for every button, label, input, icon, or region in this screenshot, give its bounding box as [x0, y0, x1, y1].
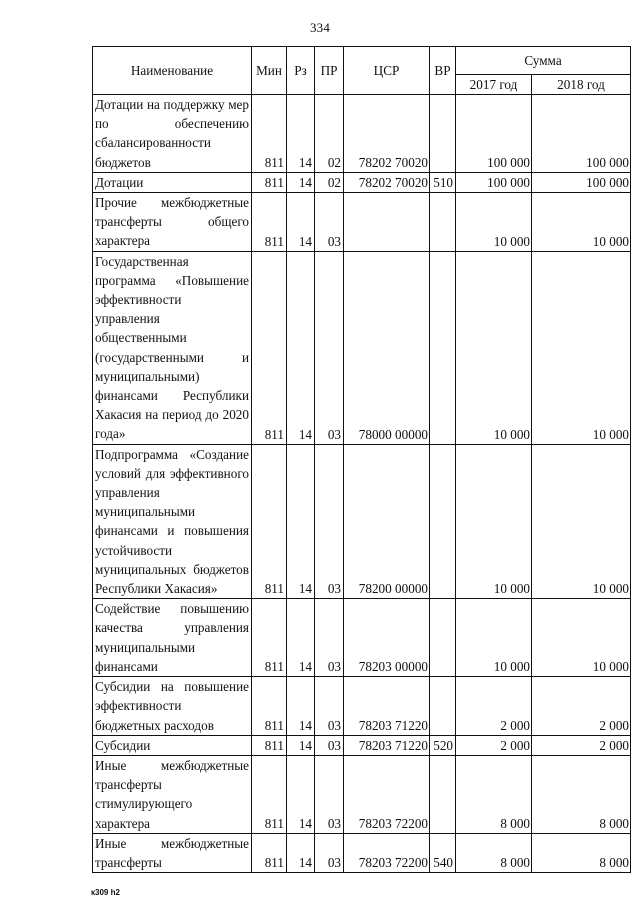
row-min: 811	[252, 677, 287, 736]
budget-table	[92, 46, 631, 873]
row-sum-2018: 100 000	[532, 95, 631, 173]
row-min: 811	[252, 251, 287, 444]
row-csr: 78203 72200	[344, 833, 430, 872]
row-rz: 14	[287, 193, 315, 252]
row-vr: 510	[430, 172, 456, 192]
table-row	[93, 251, 631, 444]
row-sum-2018: 10 000	[532, 599, 631, 677]
row-csr: 78203 71220	[344, 677, 430, 736]
row-vr	[430, 251, 456, 444]
row-name: Дотации	[93, 172, 252, 192]
table-row	[93, 677, 631, 736]
row-vr	[430, 95, 456, 173]
row-name: Дотации на поддержку мер по обеспечению сбалансированности бюджетов	[93, 95, 252, 173]
table-row	[93, 755, 631, 833]
row-csr: 78202 70020	[344, 172, 430, 192]
row-pr: 03	[315, 251, 344, 444]
table-row	[93, 444, 631, 599]
page-number: 334	[309, 20, 331, 35]
table-row	[93, 735, 631, 755]
header-year-2018: 2018 год	[532, 75, 631, 95]
header-pr: ПР	[315, 47, 344, 95]
row-sum-2018: 2 000	[532, 677, 631, 736]
row-rz: 14	[287, 95, 315, 173]
row-min: 811	[252, 172, 287, 192]
row-rz: 14	[287, 755, 315, 833]
row-rz: 14	[287, 599, 315, 677]
row-vr	[430, 755, 456, 833]
row-min: 811	[252, 735, 287, 755]
table-header	[93, 47, 631, 95]
row-vr	[430, 193, 456, 252]
row-vr: 540	[430, 833, 456, 872]
row-name: Подпрограмма «Создание условий для эффективного управления муниципальными финансами и повышения устойчивости муниципальных бюджетов Республики Хакасия»	[93, 444, 252, 599]
row-vr	[430, 444, 456, 599]
row-sum-2017: 10 000	[456, 251, 532, 444]
row-pr: 03	[315, 599, 344, 677]
row-sum-2018: 10 000	[532, 444, 631, 599]
header-sum: Сумма	[456, 47, 631, 75]
header-vr: ВР	[430, 47, 456, 95]
row-name: Иные межбюджетные трансферты	[93, 833, 252, 872]
row-name: Государственная программа «Повышение эффективности управления общественными (государственными и муниципальными) финансами Республики Хакасия на период до 2020 года»	[93, 251, 252, 444]
row-csr	[344, 193, 430, 252]
row-min: 811	[252, 755, 287, 833]
row-rz: 14	[287, 833, 315, 872]
row-csr: 78200 00000	[344, 444, 430, 599]
row-csr: 78202 70020	[344, 95, 430, 173]
header-min: Мин	[252, 47, 287, 95]
table-row	[93, 599, 631, 677]
row-name: Субсидии	[93, 735, 252, 755]
row-csr: 78203 72200	[344, 755, 430, 833]
row-sum-2017: 8 000	[456, 755, 532, 833]
row-min: 811	[252, 193, 287, 252]
row-sum-2018: 8 000	[532, 755, 631, 833]
row-pr: 03	[315, 193, 344, 252]
row-rz: 14	[287, 677, 315, 736]
row-pr: 03	[315, 833, 344, 872]
table-row	[93, 95, 631, 173]
row-sum-2017: 8 000	[456, 833, 532, 872]
row-vr: 520	[430, 735, 456, 755]
row-pr: 03	[315, 755, 344, 833]
row-rz: 14	[287, 444, 315, 599]
table-row	[93, 193, 631, 252]
footer-code: к309 h2	[91, 888, 120, 897]
row-sum-2017: 10 000	[456, 193, 532, 252]
row-vr	[430, 599, 456, 677]
row-csr: 78203 00000	[344, 599, 430, 677]
row-name: Прочие межбюджетные трансферты общего характера	[93, 193, 252, 252]
table-row	[93, 833, 631, 872]
row-sum-2018: 100 000	[532, 172, 631, 192]
row-csr: 78000 00000	[344, 251, 430, 444]
header-csr: ЦСР	[344, 47, 430, 95]
row-rz: 14	[287, 251, 315, 444]
row-sum-2018: 10 000	[532, 251, 631, 444]
row-csr: 78203 71220	[344, 735, 430, 755]
row-rz: 14	[287, 735, 315, 755]
row-pr: 03	[315, 677, 344, 736]
row-sum-2018: 8 000	[532, 833, 631, 872]
row-sum-2017: 100 000	[456, 172, 532, 192]
row-pr: 03	[315, 444, 344, 599]
row-sum-2017: 2 000	[456, 677, 532, 736]
row-name: Содействие повышению качества управления муниципальными финансами	[93, 599, 252, 677]
row-rz: 14	[287, 172, 315, 192]
row-pr: 02	[315, 172, 344, 192]
table-body	[93, 95, 631, 873]
row-min: 811	[252, 833, 287, 872]
row-pr: 02	[315, 95, 344, 173]
row-name: Иные межбюджетные трансферты стимулирующего характера	[93, 755, 252, 833]
header-name: Наименование	[93, 47, 252, 95]
row-sum-2017: 100 000	[456, 95, 532, 173]
row-min: 811	[252, 599, 287, 677]
row-pr: 03	[315, 735, 344, 755]
row-sum-2018: 2 000	[532, 735, 631, 755]
row-min: 811	[252, 95, 287, 173]
header-row	[93, 47, 631, 75]
header-year-2017: 2017 год	[456, 75, 532, 95]
row-sum-2017: 2 000	[456, 735, 532, 755]
row-sum-2017: 10 000	[456, 599, 532, 677]
row-min: 811	[252, 444, 287, 599]
row-sum-2017: 10 000	[456, 444, 532, 599]
header-rz: Рз	[287, 47, 315, 95]
table-row	[93, 172, 631, 192]
row-sum-2018: 10 000	[532, 193, 631, 252]
row-vr	[430, 677, 456, 736]
row-name: Субсидии на повышение эффективности бюджетных расходов	[93, 677, 252, 736]
